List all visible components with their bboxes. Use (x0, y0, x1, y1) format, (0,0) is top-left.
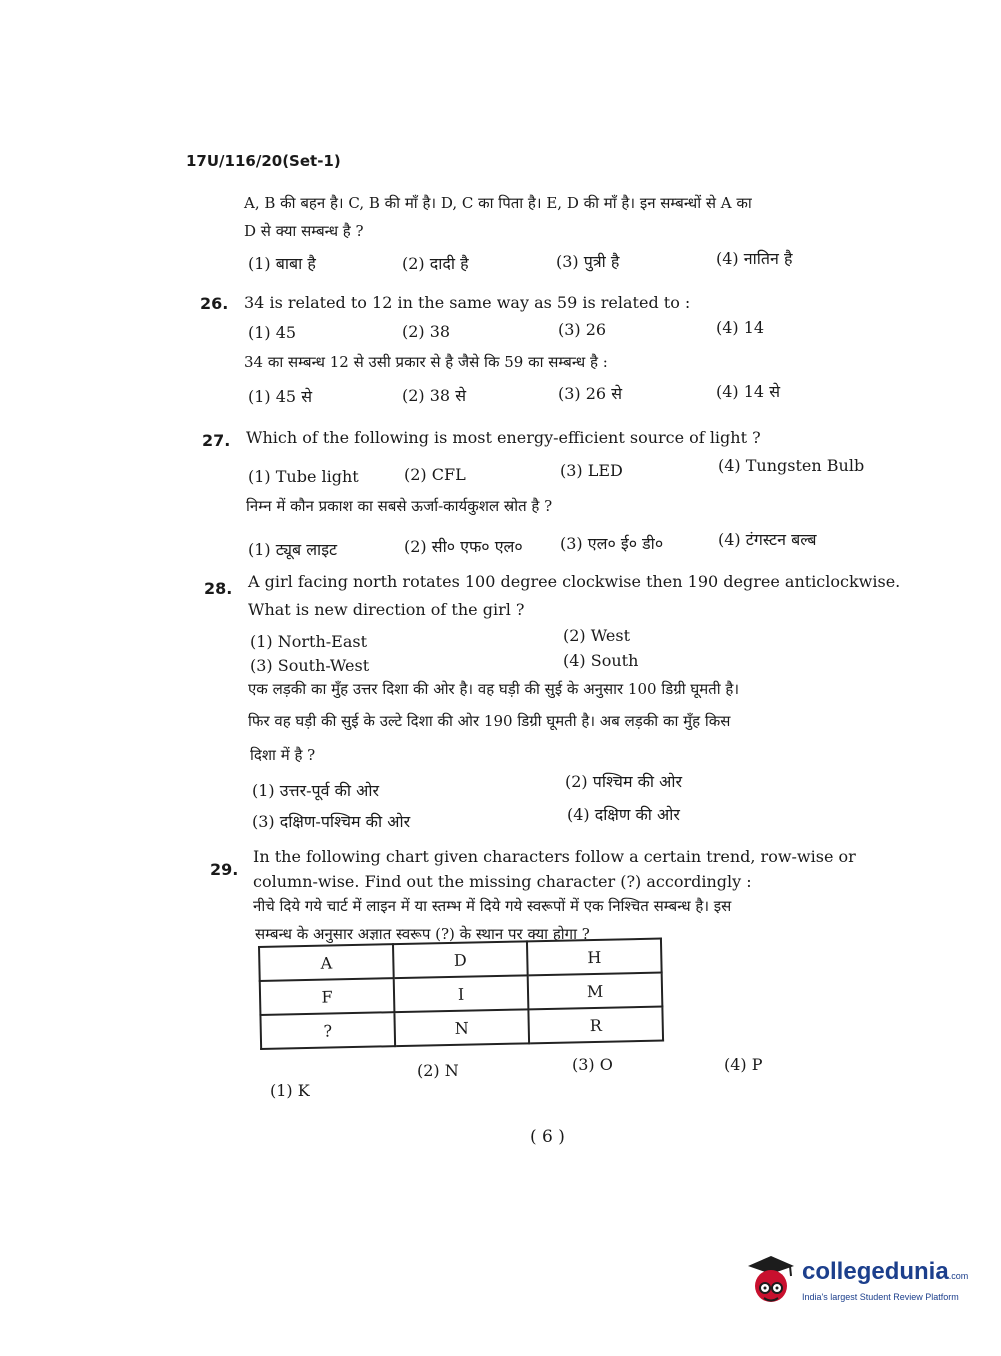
q25-hindi-line1: A, B की बहन है। C, B की माँ है। D, C का पिता है। E, D की माँ है। इन सम्बन्धों से A का (244, 194, 752, 212)
q27-option-1: (1) Tube light (248, 467, 359, 486)
chart-cell: R (528, 1007, 663, 1044)
q29-text-en-line1: In the following chart given characters follow a certain trend, row-wise or (253, 847, 856, 866)
chart-cell: F (260, 978, 395, 1015)
q27-text-en: Which of the following is most energy-efficient source of light ? (246, 428, 761, 447)
q25-option-1: (1) बाबा है (248, 254, 316, 273)
logo-wordmark: collegedunia.com (802, 1258, 969, 1285)
q28-hi-option-3: (3) दक्षिण-पश्चिम की ओर (252, 812, 411, 831)
paper-code: 17U/116/20(Set-1) (186, 152, 341, 170)
q26-hi-option-3: (3) 26 से (558, 384, 623, 403)
q28-hi-option-1: (1) उत्तर-पूर्व की ओर (252, 781, 380, 800)
q26-option-3: (3) 26 (558, 320, 607, 339)
chart-cell: I (394, 975, 529, 1012)
q26-option-4: (4) 14 (716, 318, 765, 337)
q26-option-2: (2) 38 (402, 322, 451, 341)
q25-option-3: (3) पुत्री है (556, 252, 620, 271)
q28-text-en-line2: What is new direction of the girl ? (248, 600, 525, 619)
q28-option-1: (1) North-East (250, 632, 368, 651)
q26-hi-option-1: (1) 45 से (248, 387, 313, 406)
q27-hi-option-1: (1) ट्यूब लाइट (248, 540, 338, 559)
q25-option-4: (4) नातिन है (716, 249, 793, 268)
q29-character-chart (258, 938, 664, 1050)
q26-hi-option-4: (4) 14 से (716, 382, 781, 401)
q29-option-2: (2) N (417, 1061, 459, 1080)
q27-hi-option-3: (3) एल० ई० डी० (560, 534, 664, 553)
chart-cell: D (393, 941, 528, 978)
q28-number: 28. (204, 579, 233, 598)
q29-text-hi-line2: सम्बन्ध के अनुसार अज्ञात स्वरूप (?) के स्थान पर क्या होगा ? (255, 925, 590, 943)
q27-hi-option-4: (4) टंगस्टन बल्ब (718, 530, 817, 549)
q27-hi-option-2: (2) सी० एफ० एल० (404, 537, 523, 556)
q28-text-hi-line3: दिशा में है ? (250, 746, 316, 764)
q28-hi-option-4: (4) दक्षिण की ओर (567, 805, 680, 824)
mascot-icon (744, 1252, 798, 1314)
q27-option-4: (4) Tungsten Bulb (718, 456, 865, 475)
q25-hindi-line2: D से क्या सम्बन्ध है ? (244, 222, 364, 240)
q29-option-4: (4) P (724, 1055, 763, 1074)
q27-option-3: (3) LED (560, 461, 623, 480)
chart-cell: M (528, 973, 663, 1010)
q29-text-en-line2: column-wise. Find out the missing character (?) accordingly : (253, 872, 752, 891)
q29-text-hi-line1: नीचे दिये गये चार्ट में लाइन में या स्तम्भ में दिये गये स्वरूपों में एक निश्चित सम्बन्ध है। इस (253, 897, 732, 915)
q26-text-en: 34 is related to 12 in the same way as 59 is related to : (244, 293, 691, 312)
q29-option-1: (1) K (270, 1081, 310, 1100)
chart-cell: N (394, 1009, 529, 1046)
q26-number: 26. (200, 294, 229, 313)
q28-text-hi-line2: फिर वह घड़ी की सुई के उल्टे दिशा की ओर 190 डिग्री घूमती है। अब लड़की का मुँह किस (248, 712, 731, 730)
collegedunia-logo (744, 1252, 974, 1314)
chart-cell: H (527, 939, 662, 976)
page-number: ( 6 ) (530, 1127, 565, 1147)
q28-text-en-line1: A girl facing north rotates 100 degree clockwise then 190 degree anticlockwise. (248, 572, 901, 591)
q27-text-hi: निम्न में कौन प्रकाश का सबसे ऊर्जा-कार्यकुशल स्रोत है ? (246, 497, 553, 515)
q26-option-1: (1) 45 (248, 323, 297, 342)
chart-cell: ? (260, 1012, 395, 1049)
q26-hi-option-2: (2) 38 से (402, 386, 467, 405)
q28-option-3: (3) South-West (250, 656, 370, 675)
q27-option-2: (2) CFL (404, 465, 466, 484)
q29-option-3: (3) O (572, 1055, 613, 1074)
chart-row (260, 1007, 663, 1049)
q28-hi-option-2: (2) पश्चिम की ओर (565, 772, 683, 791)
q29-number: 29. (210, 860, 239, 879)
q25-option-2: (2) दादी है (402, 254, 469, 273)
logo-tagline: India's largest Student Review Platform (802, 1292, 959, 1302)
chart-cell: A (259, 944, 394, 981)
q26-text-hi: 34 का सम्बन्ध 12 से उसी प्रकार से है जैसे कि 59 का सम्बन्ध है : (244, 353, 608, 371)
q27-number: 27. (202, 431, 231, 450)
q28-option-4: (4) South (563, 651, 639, 670)
q28-option-2: (2) West (563, 626, 630, 645)
q28-text-hi-line1: एक लड़की का मुँह उत्तर दिशा की ओर है। वह घड़ी की सुई के अनुसार 100 डिग्री घूमती है। (248, 680, 740, 698)
